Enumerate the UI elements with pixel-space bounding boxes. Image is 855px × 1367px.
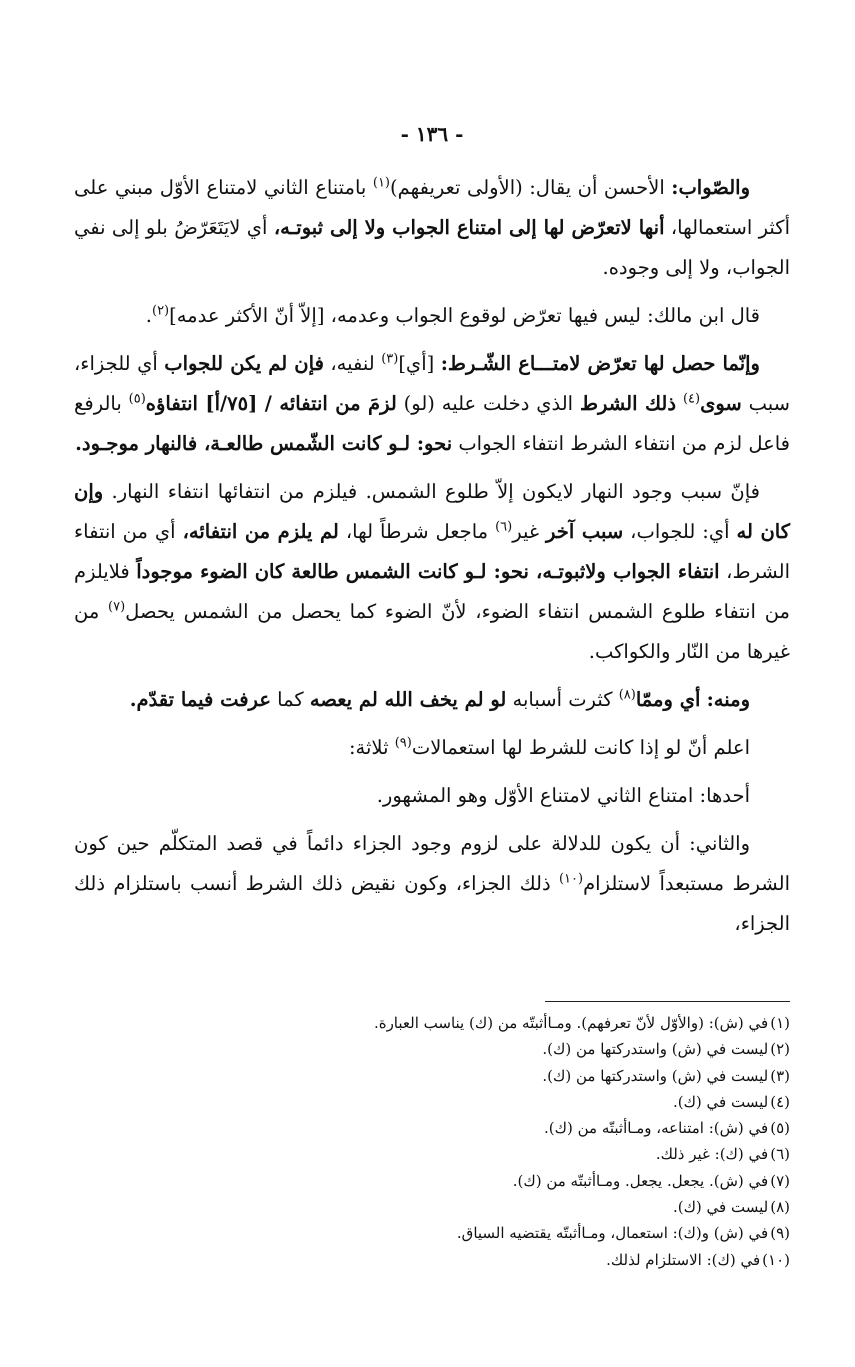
- footnote-item: [74, 1220, 790, 1246]
- footnote-item: [74, 1063, 790, 1089]
- text-run: فإنّ سبب وجود النهار لايكون إلاّ طلوع الشمس. فيلزم من انتفائها انتفاء النهار.: [103, 480, 760, 503]
- text-run: [676, 392, 683, 415]
- paragraph-5: [74, 680, 790, 720]
- footnote-number: (١): [770, 1014, 790, 1032]
- text-run: الأحسن أن يقال: (الأولى تعريفهم): [390, 176, 672, 199]
- footnote-number: (٤): [770, 1092, 790, 1111]
- text-run: من غيرها من النّار والكواكب.: [74, 600, 790, 663]
- matn-bold: وإن كان له: [74, 480, 790, 543]
- footnote-number: (٨): [770, 1198, 790, 1217]
- footnote-number: (٦): [770, 1145, 790, 1164]
- footnote-ref-8: (٨): [618, 687, 636, 703]
- footnote-number: (١٠): [762, 1250, 790, 1269]
- text-run: غير: [512, 520, 547, 543]
- text-run: أي لايَتَعَرّضُ بلو إلى نفي الجواب، ولا إلى وجوده.: [74, 216, 790, 279]
- matn-bold: سبب آخر: [546, 520, 624, 543]
- footnote-number: (٧): [770, 1171, 790, 1190]
- paragraph-6: [74, 728, 790, 768]
- footnote-ref-10: (١٠): [558, 871, 584, 887]
- footnote-ref-9: (٩): [394, 735, 412, 751]
- text-run: .: [145, 304, 152, 327]
- text-run: بالرفع فاعل لزم من انتفاء الشرط انتفاء الجواب: [74, 392, 790, 455]
- matn-bold: انتفاء الجواب ولاثبوتـه، نحو: لـو كانت الشمس طالعة كان الضوء موجوداً: [136, 560, 720, 583]
- paragraph-1: [74, 168, 790, 288]
- footnote-ref-2: (٢): [151, 303, 170, 319]
- matn-bold: وإنّما حصل لها تعرّض لامتـــاع الشّـرط:: [440, 352, 760, 375]
- footnote-text: في (ش): (والأوّل لأنّ تعرفهم). ومـاأثبتّه من (ك) يناسب العبارة.: [373, 1014, 769, 1032]
- matn-bold: نحو: لـو كانت الشّمس طالعـة، فالنهار موجـود.: [75, 432, 453, 455]
- footnote-number: (٣): [770, 1066, 790, 1085]
- term-bold: والصّواب:: [671, 176, 750, 199]
- footnote-ref-3: (٣): [381, 351, 399, 367]
- text-run: كما: [270, 688, 310, 711]
- footnote-ref-6: (٦): [495, 519, 513, 535]
- text-run: [أي]: [398, 352, 441, 375]
- footnote-item: [74, 1247, 790, 1273]
- matn-bold: لم يلزم من انتفائه،: [182, 520, 339, 543]
- footnote-text: في (ك): غير ذلك.: [655, 1145, 769, 1164]
- text-run: أي للجزاء، سبب: [74, 352, 791, 415]
- matn-bold: لزمَ من انتفائه / [٧٥/أ] انتفاؤه: [145, 392, 397, 415]
- footnote-number: (٢): [770, 1040, 790, 1059]
- text-run: فلايلزم من انتفاء طلوع الشمس انتفاء الضوء، لأنّ الضوء كما يحصل من الشمس يحصل: [74, 560, 790, 623]
- footnote-item: [74, 1089, 790, 1115]
- matn-bold: لو لم يخف الله لم يعصه: [309, 688, 507, 711]
- footnote-item: [74, 1168, 790, 1194]
- text-run: ماجعل شرطاً لها،: [338, 520, 496, 543]
- footnote-ref-4: (٤): [682, 391, 701, 407]
- footnote-text: في (ك): الاستلزام لذلك.: [606, 1250, 761, 1269]
- text-run: كثرت أسبابه: [506, 688, 619, 711]
- matn-bold: فإن لم يكن للجواب: [164, 352, 324, 375]
- page-number: - ١٣٦ -: [400, 122, 464, 146]
- text-run: والثاني: أن يكون للدلالة على لزوم وجود الجزاء دائماً في قصد المتكلّم حين كون الشرط مستبعداً لاستلزام: [74, 832, 790, 895]
- footnote-number: (٥): [770, 1119, 790, 1138]
- text-run: أحدها: امتناع الثاني لامتناع الأوّل وهو المشهور.: [376, 784, 750, 807]
- footnote-number: (٩): [770, 1224, 790, 1243]
- footnote-text: ليست في (ك).: [672, 1092, 769, 1111]
- text-run: أي من انتفاء الشرط،: [74, 520, 790, 583]
- text-run: قال ابن مالك: ليس فيها تعرّض لوقوع الجواب وعدمه، [إلاّ أنّ الأكثر عدمه]: [169, 304, 760, 327]
- footnote-text: ليست في (ش) واستدركتها من (ك).: [542, 1040, 769, 1059]
- matn-bold: ومنه:: [706, 688, 750, 711]
- text-run: لنفيه،: [323, 352, 382, 375]
- matn-bold: ذلك الشرط: [579, 392, 677, 415]
- footnote-item: [74, 1036, 790, 1062]
- matn-bold: عرفت فيما تقدّم.: [129, 688, 271, 711]
- paragraph-8: [74, 824, 790, 944]
- text-run: الذي دخلت عليه (لو): [396, 392, 580, 415]
- footnote-item: [74, 1115, 790, 1141]
- footnotes: [74, 1010, 790, 1273]
- paragraph-4: [74, 472, 790, 672]
- footnote-text: في (ش): امتناعه، ومـاأثبتّه من (ك).: [544, 1119, 769, 1138]
- paragraph-2: [74, 296, 790, 336]
- text-run: بامتناع الثاني لامتناع الأوّل مبني على أكثر استعمالها،: [74, 176, 790, 239]
- footnote-ref-7: (٧): [108, 599, 126, 615]
- text-run: ذلك الجزاء، وكون نقيض ذلك الشرط أنسب باستلزام ذلك الجزاء،: [74, 872, 790, 935]
- matn-bold: أي وممّا: [635, 688, 701, 711]
- text-run: اعلم أنّ لو إذا كانت للشرط لها استعمالات: [411, 736, 750, 759]
- paragraph-7: [74, 776, 790, 816]
- footnote-text: في (ش). يجعل. يجعل. ومـاأثبتّه من (ك).: [512, 1171, 769, 1190]
- text-run: أي: للجواب،: [623, 520, 737, 543]
- text-run: ثلاثة:: [348, 736, 395, 759]
- footnote-separator: [545, 1001, 790, 1002]
- main-text: [74, 168, 790, 952]
- footnote-item: [74, 1141, 790, 1167]
- book-page: [74, 0, 790, 1367]
- footnote-item: [74, 1194, 790, 1220]
- footnote-text: ليست في (ك).: [672, 1198, 769, 1217]
- paragraph-3: [74, 344, 790, 464]
- footnote-item: [74, 1010, 790, 1036]
- footnote-text: في (ش) و(ك): استعمال، ومـاأثبتّه يقتضيه السياق.: [456, 1224, 769, 1243]
- matn-bold: أنها لاتعرّض لها إلى امتناع الجواب ولا إلى ثبوتـه،: [273, 216, 665, 239]
- footnote-text: ليست في (ش) واستدركتها من (ك).: [542, 1066, 769, 1085]
- footnote-ref-1: (١): [372, 175, 390, 191]
- footnote-ref-5: (٥): [128, 391, 146, 407]
- matn-bold: سوى: [700, 392, 742, 415]
